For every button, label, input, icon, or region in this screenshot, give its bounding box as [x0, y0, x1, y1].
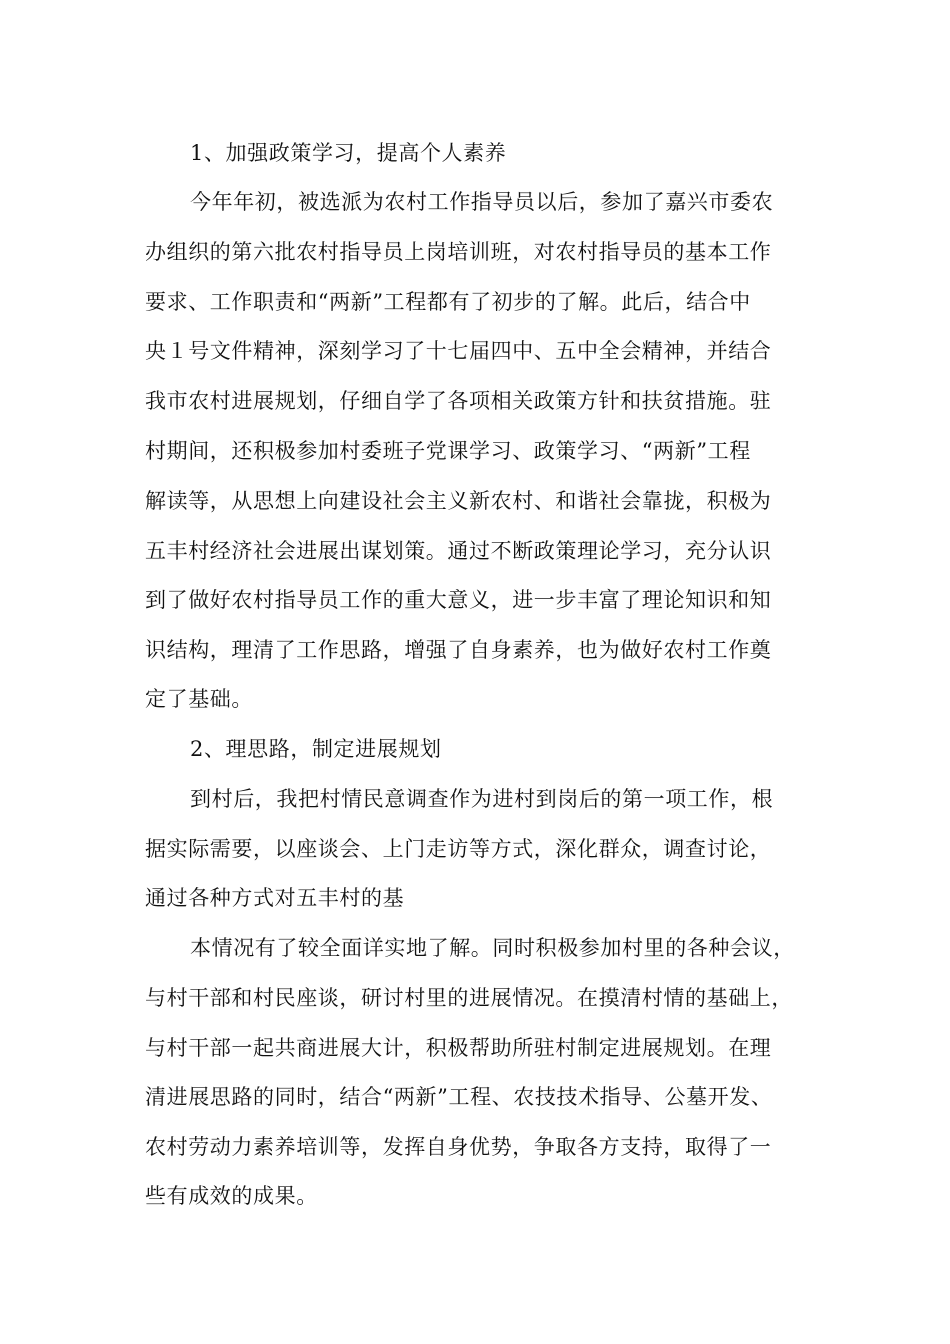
section-1-line-10: 识结构，理清了工作思路，增强了自身素养，也为做好农村工作奠	[145, 638, 772, 662]
section-2-line-3: 通过各种方式对五丰村的基	[145, 886, 405, 910]
section-1-line-8: 五丰村经济社会进展出谋划策。通过不断政策理论学习，充分认识	[145, 539, 772, 563]
section-1-line-6: 村期间，还积极参加村委班子党课学习、政策学习、“两新”工程	[145, 439, 751, 463]
section-3-line-5: 农村劳动力素养培训等，发挥自身优势，争取各方支持，取得了一	[145, 1135, 772, 1159]
section-3-line-6: 些有成效的成果。	[145, 1184, 318, 1208]
section-1-line-9: 到了做好农村指导员工作的重大意义，进一步丰富了理论知识和知	[145, 588, 772, 612]
section-3-line-4: 清进展思路的同时，结合“两新”工程、农技技术指导、公墓开发、	[145, 1085, 773, 1109]
section-1-line-2: 办组织的第六批农村指导员上岗培训班，对农村指导员的基本工作	[145, 240, 772, 264]
section-1-heading: 1、加强政策学习，提高个人素养	[190, 141, 507, 165]
section-2-line-2: 据实际需要，以座谈会、上门走访等方式，深化群众，调查讨论，	[145, 837, 772, 861]
section-3-line-1: 本情况有了较全面详实地了解。同时积极参加村里的各种会议，	[190, 936, 795, 960]
section-3-line-3: 与村干部一起共商进展大计，积极帮助所驻村制定进展规划。在理	[145, 1036, 772, 1060]
section-1-line-4: 央１号文件精神，深刻学习了十七届四中、五中全会精神，并结合	[145, 339, 772, 363]
section-1-line-1: 今年年初，被选派为农村工作指导员以后，参加了嘉兴市委农	[190, 190, 774, 214]
section-1-line-5: 我市农村进展规划，仔细自学了各项相关政策方针和扶贫措施。驻	[145, 389, 772, 413]
section-1-line-7: 解读等，从思想上向建设社会主义新农村、和谐社会靠拢，积极为	[145, 489, 772, 513]
section-2-heading: 2、理思路，制定进展规划	[190, 737, 442, 761]
section-2-line-1: 到村后，我把村情民意调查作为进村到岗后的第一项工作，根	[190, 787, 774, 811]
section-1-line-11: 定了基础。	[145, 687, 253, 711]
section-1-line-3: 要求、工作职责和“两新”工程都有了初步的了解。此后，结合中	[145, 290, 751, 314]
section-3-line-2: 与村干部和村民座谈，研讨村里的进展情况。在摸清村情的基础上，	[145, 986, 793, 1010]
